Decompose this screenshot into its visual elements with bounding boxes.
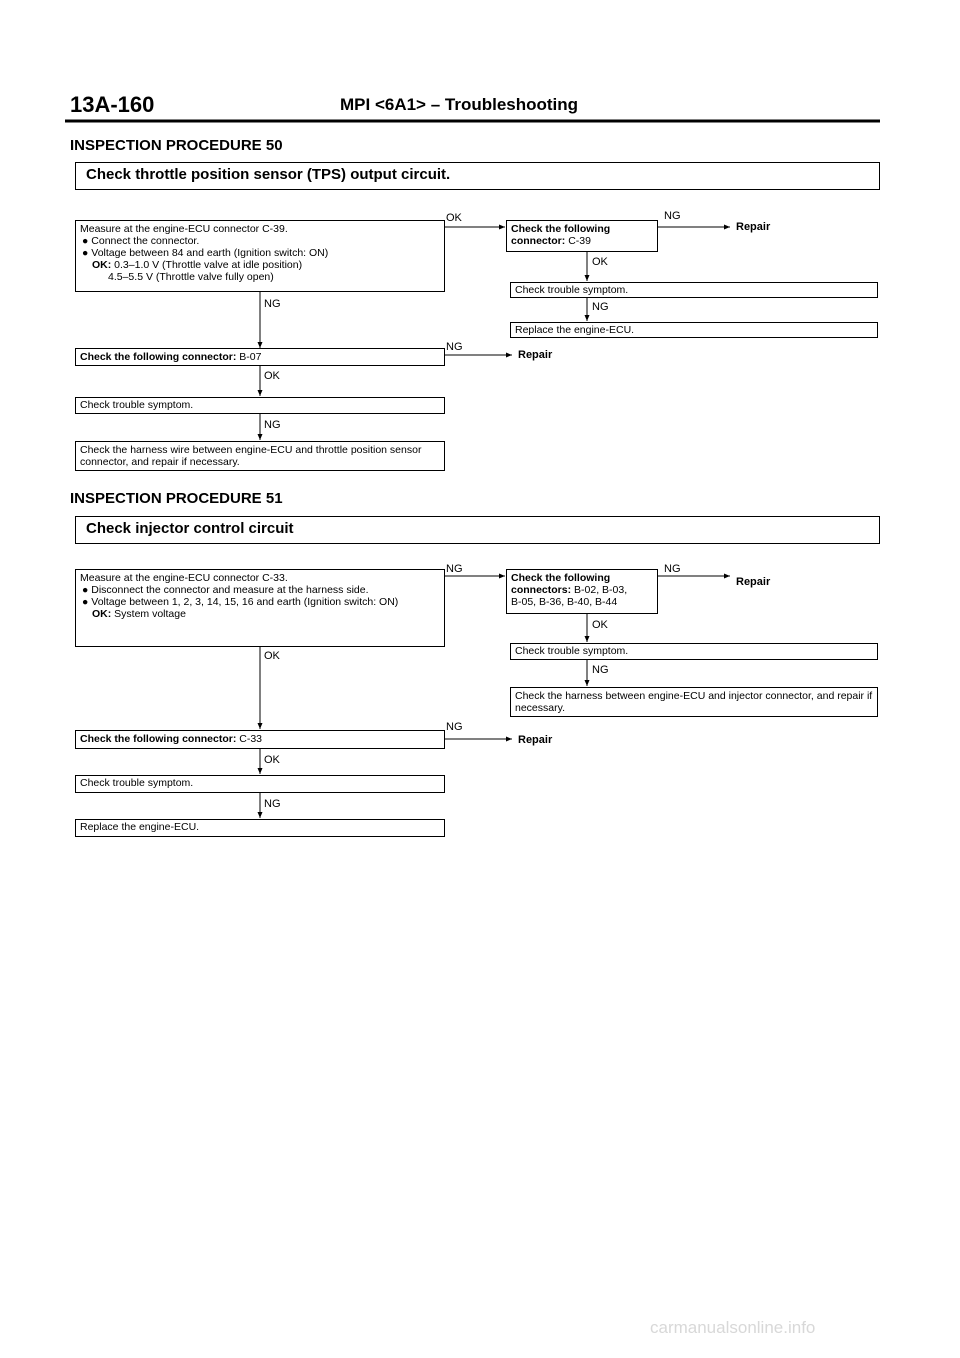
page-title: MPI <6A1> – Troubleshooting bbox=[340, 95, 579, 114]
p50-measure-ok2: 4.5–5.5 V (Throttle valve fully open) bbox=[108, 271, 274, 283]
p50-check-b07-box: Check the following connector: B-07 bbox=[75, 348, 445, 366]
p51-measure-ok1: OK: System voltage bbox=[92, 608, 186, 620]
p51-harness-box: Check the harness between engine-ECU and injector connector, and repair if necessary. bbox=[510, 687, 878, 717]
p51-trouble-left-box: Check trouble symptom. bbox=[75, 775, 445, 793]
p51-ok-label-c33: OK bbox=[264, 754, 280, 766]
p50-measure-line1: Measure at the engine-ECU connector C-39. bbox=[80, 223, 288, 235]
p50-check-c39-box bbox=[506, 220, 658, 252]
p51-repair2: Repair bbox=[518, 734, 553, 746]
p50-ng-label-b07: NG bbox=[446, 341, 463, 353]
p51-check-multi-box bbox=[506, 569, 658, 614]
p50-measure-ok1: OK: 0.3–1.0 V (Throttle valve at idle position) bbox=[92, 259, 303, 271]
p50-measure-bullet1: ● Connect the connector. bbox=[82, 235, 200, 247]
p50-check-c39-line2: connector: C-39 bbox=[511, 235, 591, 247]
p50-heading: INSPECTION PROCEDURE 50 bbox=[70, 137, 283, 154]
p50-trouble-left-box: Check trouble symptom. bbox=[75, 397, 445, 414]
p51-check-multi-line1: Check the following bbox=[511, 572, 611, 584]
p51-check-c33-box: Check the following connector: C-33 bbox=[75, 730, 445, 749]
p50-harness-box: Check the harness wire between engine-ECU and throttle position sensor connector, and repair if necessary. bbox=[75, 441, 445, 471]
p51-check-multi-line2: connectors: B-02, B-03, bbox=[511, 584, 628, 596]
p51-title-box: Check injector control circuit bbox=[75, 516, 880, 544]
p51-ng-label-right: NG bbox=[446, 563, 463, 575]
p50-repair1: Repair bbox=[736, 221, 771, 233]
p51-replace-ecu-box: Replace the engine-ECU. bbox=[75, 819, 445, 837]
p51-ng-label-trouble: NG bbox=[592, 664, 609, 676]
p50-ng-label-repair1: NG bbox=[664, 210, 681, 222]
p51-ok-label-down: OK bbox=[264, 650, 280, 662]
p50-replace-ecu-box: Replace the engine-ECU. bbox=[510, 322, 878, 338]
p50-measure-bullet2: ● Voltage between 84 and earth (Ignition switch: ON) bbox=[82, 247, 329, 259]
p50-repair2: Repair bbox=[518, 349, 553, 361]
p50-trouble-right-box: Check trouble symptom. bbox=[510, 282, 878, 298]
p50-ok-label-c39: OK bbox=[592, 256, 608, 268]
page-number: 13A-160 bbox=[70, 92, 155, 117]
p50-measure-box bbox=[75, 220, 445, 292]
p50-ok-label-right: OK bbox=[446, 212, 462, 224]
p50-ng-label-right: NG bbox=[592, 301, 609, 313]
p51-repair1: Repair bbox=[736, 576, 771, 588]
p51-check-multi-line3: B-05, B-36, B-40, B-44 bbox=[511, 596, 618, 608]
p51-ng-label-repair1: NG bbox=[664, 563, 681, 575]
p51-measure-bullet2: ● Voltage between 1, 2, 3, 14, 15, 16 and earth (Ignition switch: ON) bbox=[82, 596, 399, 608]
p51-ok-label-multi: OK bbox=[592, 619, 608, 631]
p51-ng-label-left: NG bbox=[264, 798, 281, 810]
watermark-footer: carmanualsonline.info bbox=[650, 1318, 816, 1337]
p51-heading: INSPECTION PROCEDURE 51 bbox=[70, 490, 283, 507]
p51-measure-line1: Measure at the engine-ECU connector C-33. bbox=[80, 572, 288, 584]
p51-measure-box bbox=[75, 569, 445, 647]
p51-ng-label-c33: NG bbox=[446, 721, 463, 733]
p51-measure-bullet1: ● Disconnect the connector and measure at the harness side. bbox=[82, 584, 369, 596]
p50-ng-label-left: NG bbox=[264, 419, 281, 431]
p51-trouble-right-box: Check trouble symptom. bbox=[510, 643, 878, 660]
p50-ok-label-b07: OK bbox=[264, 370, 280, 382]
p50-check-c39-line1: Check the following bbox=[511, 223, 611, 235]
p50-title-box: Check throttle position sensor (TPS) output circuit. bbox=[75, 162, 880, 190]
p50-ng-label-down: NG bbox=[264, 298, 281, 310]
